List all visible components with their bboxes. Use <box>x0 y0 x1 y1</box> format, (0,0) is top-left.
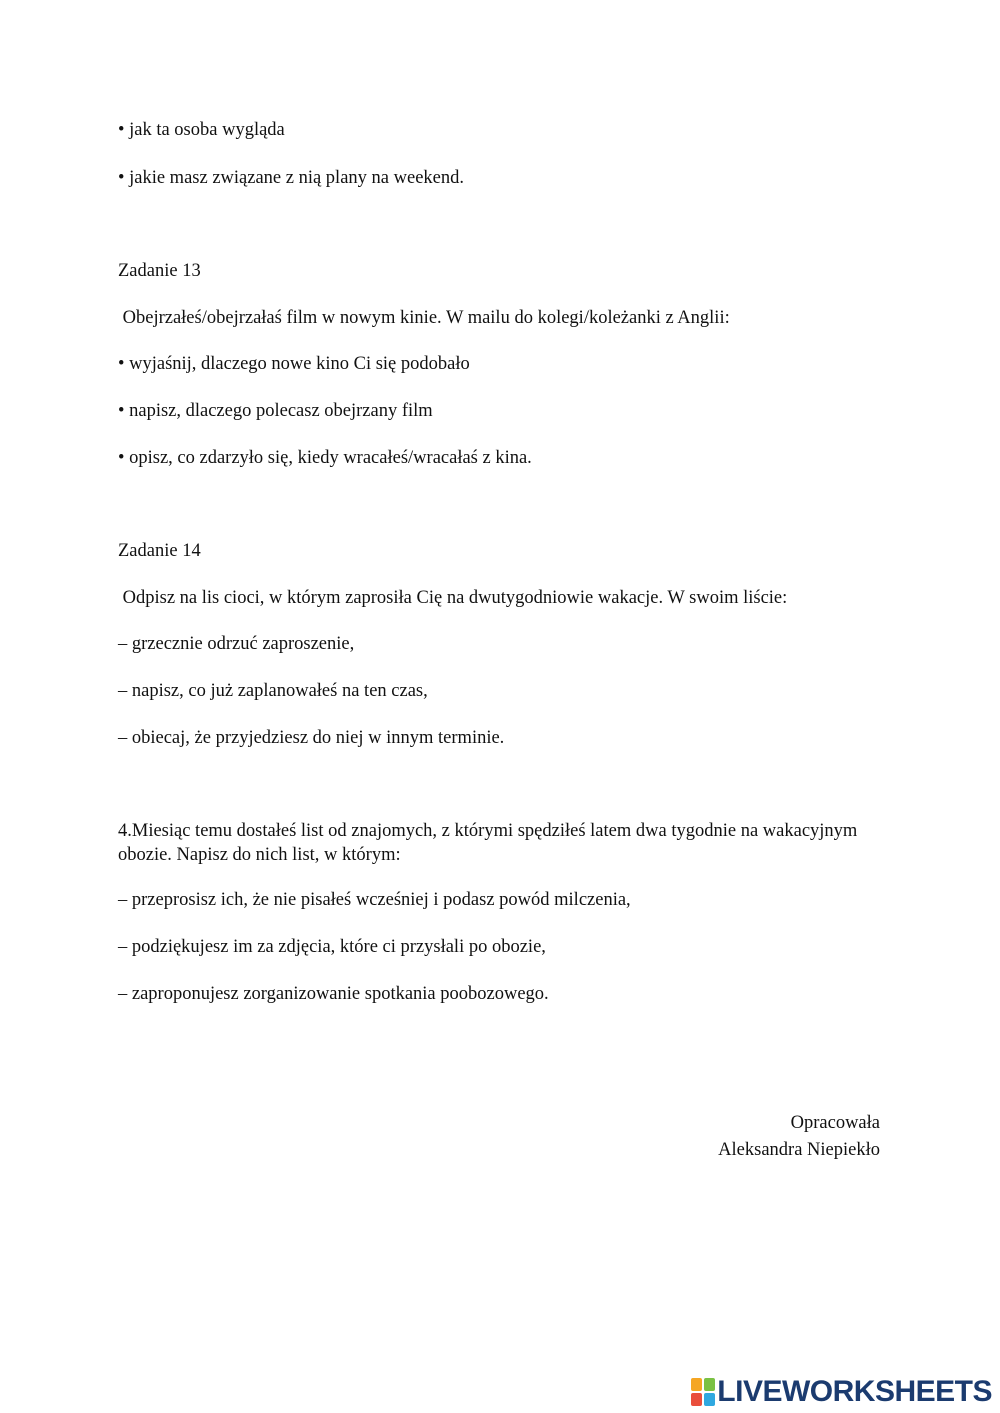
signature-name: Aleksandra Niepiekło <box>718 1140 880 1160</box>
task-4-item: – zaproponujesz zorganizowanie spotkania poobozowego. <box>118 984 549 1004</box>
task-13-item: • wyjaśnij, dlaczego nowe kino Ci się podobało <box>118 354 470 374</box>
mark-square <box>704 1393 715 1406</box>
task-14-title: Zadanie 14 <box>118 541 201 561</box>
mark-square <box>704 1378 715 1391</box>
task-4-item: – przeprosisz ich, że nie pisałeś wcześniej i podasz powód milczenia, <box>118 890 631 910</box>
task-4-intro: 4.Miesiąc temu dostałeś list od znajomych, z którymi spędziłeś latem dwa tygodnie na wakacyjnym obozie. Napisz do nich list, w którym: <box>118 821 858 865</box>
task-4-item: – podziękujesz im za zdjęcia, które ci przysłali po obozie, <box>118 937 546 957</box>
bullet-item: • jak ta osoba wygląda <box>118 120 285 140</box>
bullet-item: • jakie masz związane z nią plany na weekend. <box>118 168 464 188</box>
task-13-title: Zadanie 13 <box>118 261 201 281</box>
liveworksheets-logo <box>691 1377 992 1407</box>
task-14-item: – grzecznie odrzuć zaproszenie, <box>118 634 355 654</box>
task-13-intro: Obejrzałeś/obejrzałaś film w nowym kinie. W mailu do kolegi/koleżanki z Anglii: <box>118 308 730 328</box>
liveworksheets-mark-icon <box>691 1378 715 1406</box>
task-14-item: – napisz, co już zaplanowałeś na ten czas, <box>118 681 428 701</box>
liveworksheets-wordmark: LIVEWORKSHEETS <box>717 1375 992 1408</box>
mark-square <box>691 1378 702 1391</box>
task-14-item: – obiecaj, że przyjedziesz do niej w innym terminie. <box>118 728 505 748</box>
task-13-item: • napisz, dlaczego polecasz obejrzany film <box>118 401 433 421</box>
task-13-item: • opisz, co zdarzyło się, kiedy wracałeś/wracałaś z kina. <box>118 448 532 468</box>
task-14-intro: Odpisz na lis cioci, w którym zaprosiła Cię na dwutygodniowie wakacje. W swoim liście: <box>118 588 788 608</box>
mark-square <box>691 1393 702 1406</box>
signature-label: Opracowała <box>790 1113 880 1133</box>
